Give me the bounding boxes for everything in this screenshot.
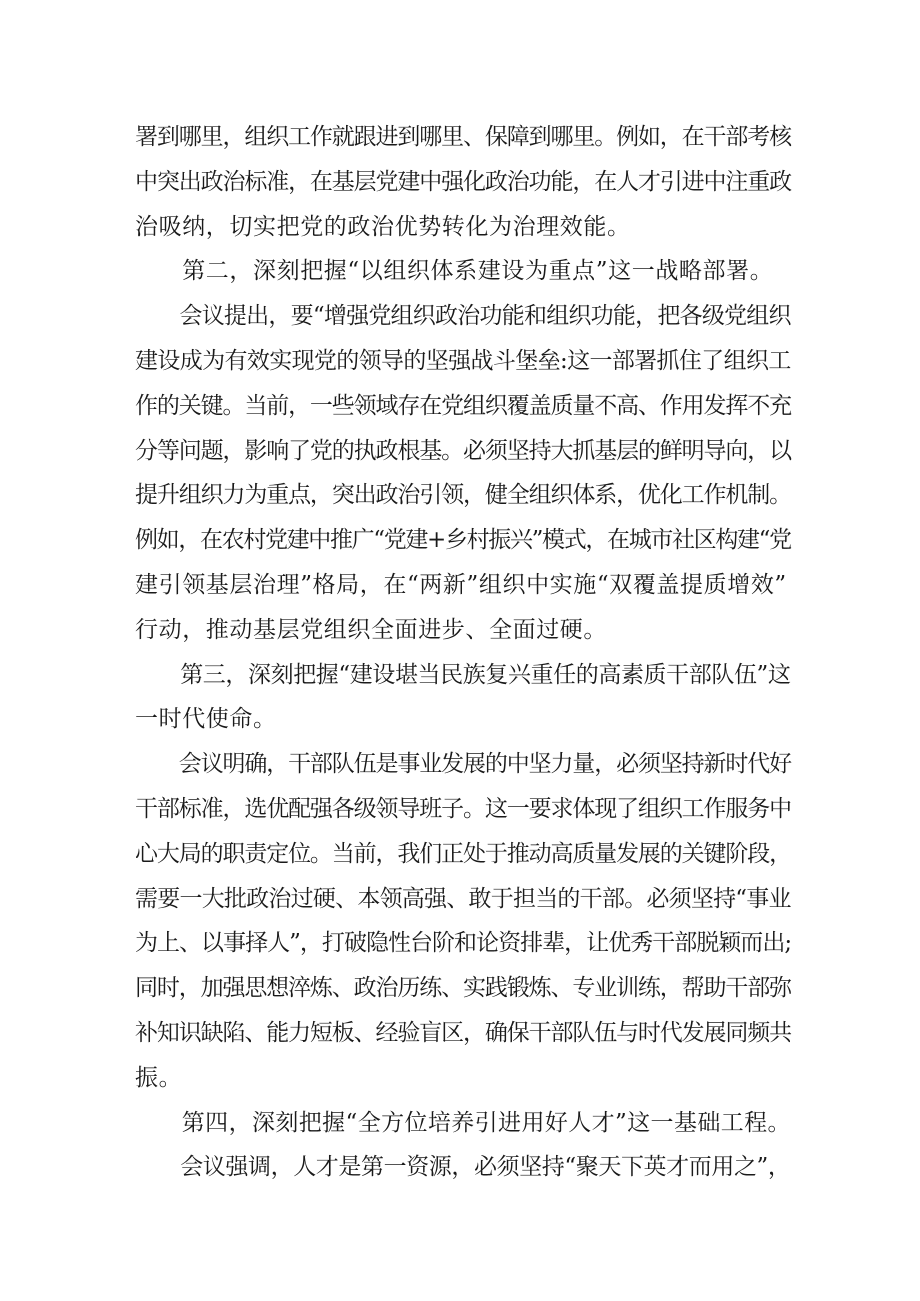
- text-line: 干部标准，选优配强各级领导班子。这一要求体现了组织工作服务中: [135, 795, 792, 822]
- text-line: 振。: [135, 1064, 183, 1091]
- text-line: 提升组织力为重点，突出政治引领，健全组织体系，优化工作机制。: [135, 482, 792, 509]
- text-line: 行动，推动基层党组织全面进步、全面过硬。: [135, 616, 607, 643]
- text-line: 补知识缺陷、能力短板、经验盲区，确保干部队伍与时代发展同频共: [135, 1019, 792, 1046]
- text-line: 需要一大批政治过硬、本领高强、敢于担当的干部。必须坚持“事业: [135, 885, 791, 912]
- body-text: [135, 115, 791, 1190]
- text-line: 中突出政治标准，在基层党建中强化政治功能，在人才引进中注重政: [135, 168, 792, 195]
- section-heading-4: 第四，深刻把握“全方位培养引进用好人才”这一基础工程。: [135, 1109, 791, 1136]
- text-line: 会议提出，要“增强党组织政治功能和组织功能，把各级党组织: [135, 303, 791, 330]
- text-line: 治吸纳，切实把党的政治优势转化为治理效能。: [135, 213, 631, 240]
- text-line: 会议明确，干部队伍是事业发展的中坚力量，必须坚持新时代好: [135, 751, 792, 778]
- text-line: 例如，在农村党建中推广“党建+乡村振兴”模式，在城市社区构建“党: [135, 527, 791, 554]
- text-line: 会议强调，人才是第一资源，必须坚持“聚天下英才而用之”，: [135, 1154, 791, 1181]
- text-line: 分等问题，影响了党的执政根基。必须坚持大抓基层的鲜明导向，以: [135, 437, 792, 464]
- text-line: 为上、以事择人”，打破隐性台阶和论资排辈，让优秀干部脱颖而出;: [135, 930, 792, 957]
- section-heading-3: 第三，深刻把握“建设堪当民族复兴重任的高素质干部队伍”这: [135, 661, 791, 688]
- section-heading-2: 第二，深刻把握“以组织体系建设为重点”这一战略部署。: [135, 258, 774, 285]
- text-line: 建引领基层治理”格局，在“两新”组织中实施“双覆盖提质增效”: [135, 571, 787, 598]
- text-line: 建设成为有效实现党的领导的坚强战斗堡垒:这一部署抓住了组织工: [135, 347, 791, 374]
- text-line: 同时，加强思想淬炼、政治历练、实践锻炼、专业训练，帮助干部弥: [135, 975, 792, 1002]
- text-line: 署到哪里，组织工作就跟进到哪里、保障到哪里。例如，在干部考核: [135, 124, 792, 150]
- section-heading-3-cont: 一时代使命。: [135, 706, 277, 733]
- text-line: 心大局的职责定位。当前，我们正处于推动高质量发展的关键阶段，: [135, 840, 792, 867]
- text-line: 作的关键。当前，一些领域存在党组织覆盖质量不高、作用发挥不充: [135, 392, 792, 419]
